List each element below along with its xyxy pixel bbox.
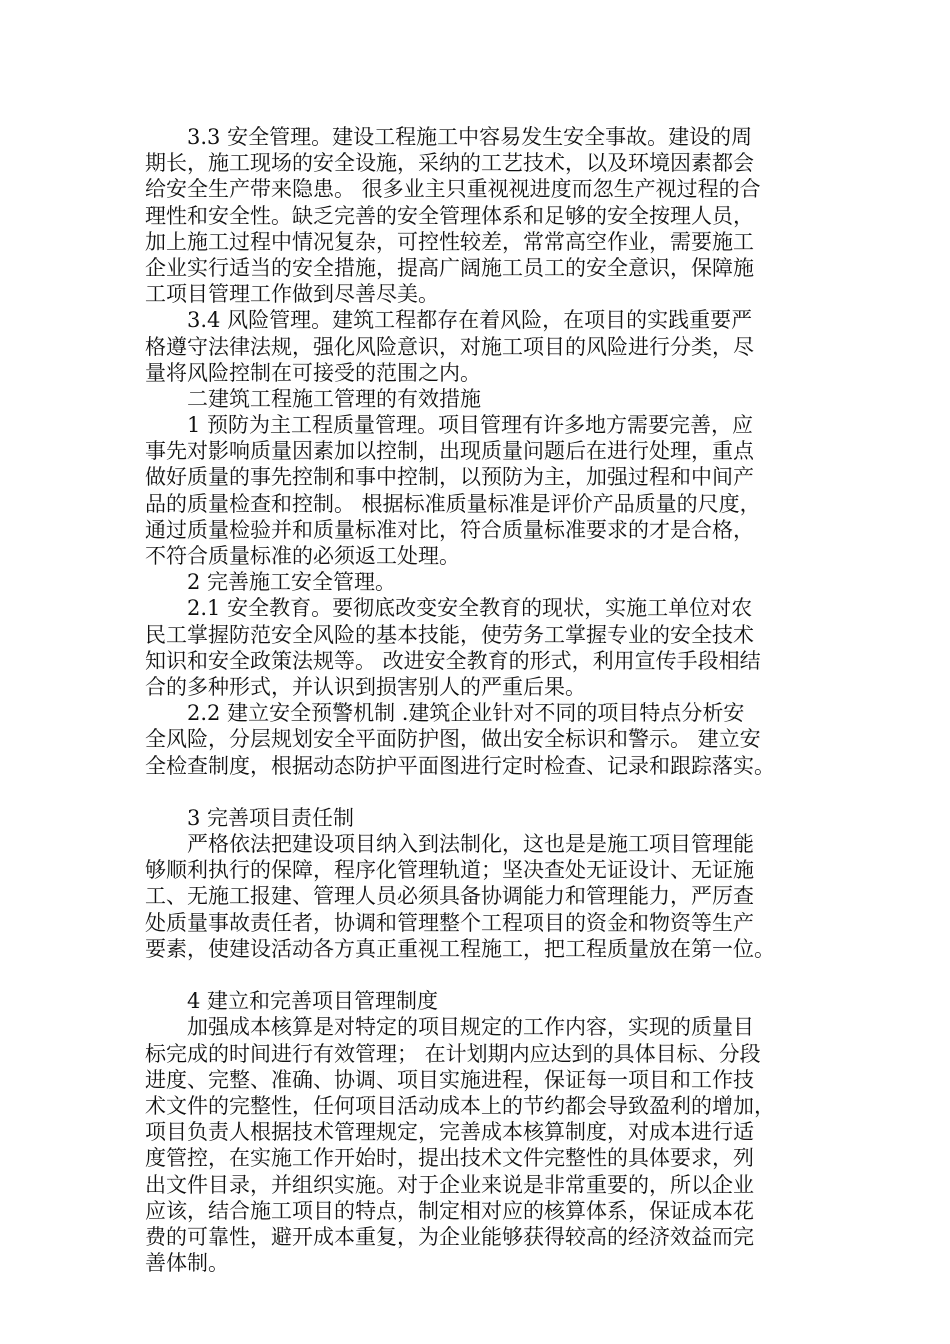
text-line: 出文件目录，并组织实施。对于企业来说是非常重要的，所以企业 (145, 1172, 754, 1197)
text-line: 应该，结合施工项目的特点，制定相对应的核算体系，保证成本花 (145, 1198, 754, 1223)
text-line: 给安全生产带来隐患。 很多业主只重视视进度而忽生产视过程的合 (145, 177, 761, 202)
text-line: 3.3 安全管理。建设工程施工中容易发生安全事故。建设的周 (145, 125, 753, 149)
text-line: 够顺利执行的保障，程序化管理轨道；坚决查处无证设计、无证施 (145, 858, 754, 883)
text-line: 度管控，在实施工作开始时，提出技术文件完整性的具体要求，列 (145, 1146, 754, 1171)
section-heading: 4 建立和完善项目管理制度 (145, 989, 439, 1014)
text-line: 格遵守法律法规，强化风险意识，对施工项目的风险进行分类，尽 (145, 334, 754, 359)
text-line: 理性和安全性。缺乏完善的安全管理体系和足够的安全按理人员， (145, 203, 754, 228)
text-line: 知识和安全政策法规等。 改进安全教育的形式，利用宣传手段相结 (145, 648, 761, 673)
text-line: 术文件的完整性，任何项目活动成本上的节约都会导致盈利的增加， (145, 1093, 775, 1118)
blank-line (145, 962, 811, 988)
text-line: 处质量事故责任者，协调和管理整个工程项目的资金和物资等生产 (145, 910, 754, 935)
text-line: 全风险，分层规划安全平面防护图，做出安全标识和警示。 建立安 (145, 727, 761, 752)
text-line: 事先对影响质量因素加以控制，出现质量问题后在进行处理，重点 (145, 439, 754, 464)
section-heading: 3 完善项目责任制 (145, 805, 355, 830)
text-line: 不符合质量标准的必须返工处理。 (145, 544, 460, 568)
text-line: 加上施工过程中情况复杂，可控性较差，常常高空作业，需要施工 (145, 229, 754, 254)
text-line: 善体制。 (145, 1251, 229, 1276)
text-line: 加强成本核算是对特定的项目规定的工作内容，实现的质量目 (145, 1015, 754, 1040)
blank-line (145, 779, 811, 805)
text-line: 工、无施工报建、管理人员必须具备协调能力和管理能力，严厉查 (145, 884, 754, 909)
text-line: 工项目管理工作做到尽善尽美。 (145, 282, 439, 307)
text-line: 要素，使建设活动各方真正重视工程施工，把工程质量放在第一位。 (145, 936, 775, 961)
section-heading: 二建筑工程施工管理的有效措施 (145, 386, 481, 411)
text-line: 量将风险控制在可接受的范围之内。 (145, 360, 481, 385)
text-line: 期长，施工现场的安全设施，采纳的工艺技术，以及环境因素都会 (145, 151, 754, 176)
text-line: 进度、完整、准确、协调、项目实施进程，保证每一项目和工作技 (145, 1067, 754, 1092)
text-line: 1 预防为主工程质量管理。项目管理有许多地方需要完善，应 (145, 413, 754, 438)
text-line: 费的可靠性，避开成本重复，为企业能够获得较高的经济效益而完 (145, 1224, 754, 1249)
text-line: 项目负责人根据技术管理规定，完善成本核算制度，对成本进行适 (145, 1120, 754, 1145)
text-line: 严格依法把建设项目纳入到法制化，这也是是施工项目管理能 (145, 832, 754, 857)
text-line: 合的多种形式，并认识到损害别人的严重后果。 (145, 674, 586, 699)
text-line: 品的质量检查和控制。 根据标准质量标准是评价产品质量的尺度， (145, 491, 761, 516)
text-line: 企业实行适当的安全措施，提高广阔施工员工的安全意识，保障施 (145, 255, 754, 280)
text-line: 民工掌握防范安全风险的基本技能，使劳务工掌握专业的安全技术 (145, 622, 754, 647)
text-line: 2 完善施工安全管理。 (145, 570, 397, 595)
text-line: 2.2 建立安全预警机制 .建筑企业针对不同的项目特点分析安 (145, 701, 745, 726)
text-line: 做好质量的事先控制和事中控制，以预防为主，加强过程和中间产 (145, 465, 754, 490)
text-line: 全检查制度，根据动态防护平面图进行定时检查、记录和跟踪落实。 (145, 753, 775, 778)
document-body (145, 124, 811, 1276)
text-line: 3.4 风险管理。建筑工程都存在着风险，在项目的实践重要严 (145, 308, 753, 333)
text-line: 通过质量检验并和质量标准对比，符合质量标准要求的才是合格， (145, 517, 754, 542)
text-line: 标完成的时间进行有效管理； 在计划期内应达到的具体目标、分段 (145, 1041, 761, 1066)
text-line: 2.1 安全教育。要彻底改变安全教育的现状，实施工单位对农 (145, 596, 753, 621)
